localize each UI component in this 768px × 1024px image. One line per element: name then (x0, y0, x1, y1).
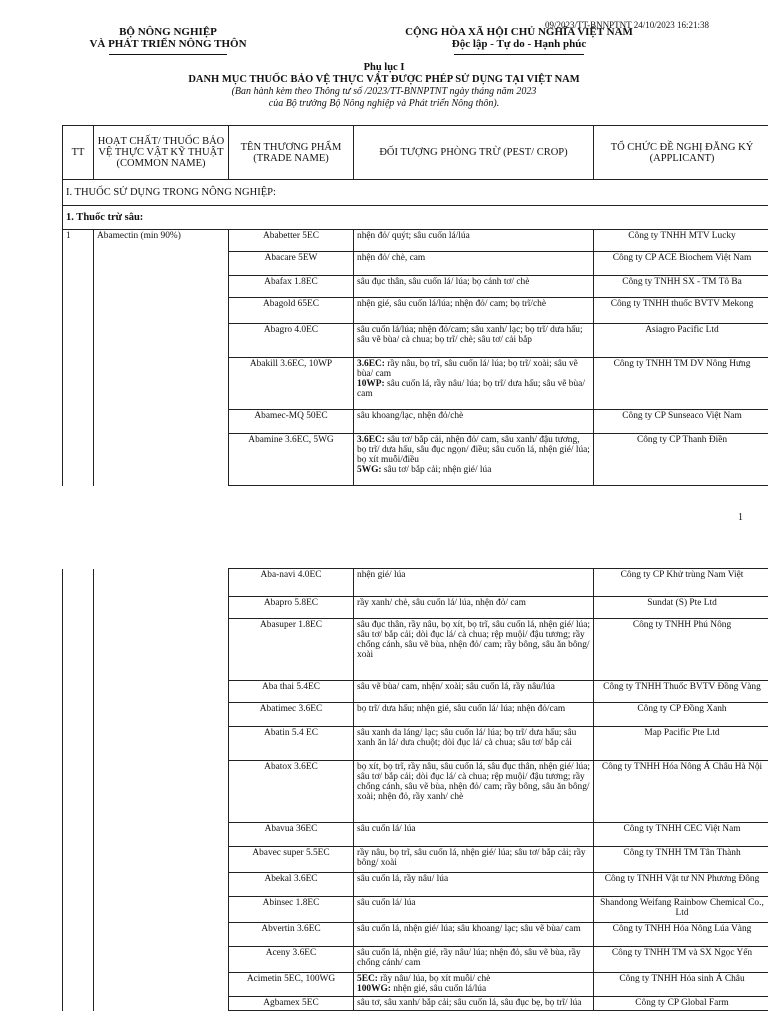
pest-form-label: 5EC: (357, 974, 378, 984)
pest-cell: nhện đỏ/ quýt; sâu cuốn lá/lúa (354, 230, 594, 252)
active-ingredient-cell (94, 569, 229, 1011)
pest-form-label: 5WG: (357, 465, 382, 475)
trade-name-cell: Abafax 1.8EC (229, 276, 354, 298)
trade-name-cell: Abacare 5EW (229, 252, 354, 276)
trade-name-cell: Aceny 3.6EC (229, 947, 354, 973)
applicant-cell: Sundat (S) Pte Ltd (594, 597, 768, 619)
trade-name-cell: Agbamex 5EC (229, 997, 354, 1011)
trade-name-cell: Abamec-MQ 50EC (229, 410, 354, 434)
applicant-cell: Công ty TNHH TM DV Nông Hưng (594, 358, 768, 410)
pest-cell: nhện đỏ/ chè, cam (354, 252, 594, 276)
subtitle-line-1: (Ban hành kèm theo Thông tư số /2023/TT-BNNPTNT ngày tháng năm 2023 (231, 86, 537, 97)
applicant-cell: Công ty TNHH Phú Nông (594, 619, 768, 681)
pest-cell: sâu đục thân, rầy nâu, bọ xít, bọ trĩ, sâu cuốn lá, nhện gié/ lúa; sâu tơ/ bắp cải; dòi đục lá/ cà chua; rệp muội/ đậu tương; rầy chổng cánh, sâu vẽ bùa, nhện đỏ/ cam; rầy bông, sâu ăn bông/ xoài (354, 619, 594, 681)
applicant-cell: Công ty TNHH Vật tư NN Phương Đông (594, 873, 768, 897)
ministry-line-1: BỘ NÔNG NGHIỆP (119, 26, 217, 38)
pesticide-table-page-1 (62, 125, 768, 486)
pesticide-table-page-2 (62, 568, 768, 1011)
page-number: 1 (738, 512, 743, 523)
table-header-row (63, 126, 768, 180)
trade-name-cell: Abatimec 3.6EC (229, 703, 354, 727)
trade-name-cell: Abinsec 1.8EC (229, 897, 354, 923)
applicant-cell: Shandong Weifang Rainbow Chemical Co., Ltd (594, 897, 768, 923)
appendix-label: Phụ lục I (363, 62, 405, 73)
applicant-cell: Công ty TNHH Hóa sinh Á Châu (594, 973, 768, 997)
national-header (388, 26, 650, 55)
trade-name-cell: Abapro 5.8EC (229, 597, 354, 619)
national-line-1: CỘNG HÒA XÃ HỘI CHỦ NGHĨA VIỆT NAM (405, 26, 633, 38)
header-active-ingredient: HOẠT CHẤT/ THUỐC BẢO VỆ THỰC VẬT KỸ THUẬT (COMMON NAME) (94, 126, 229, 180)
applicant-cell: Công ty CP Khử trùng Nam Việt (594, 569, 768, 597)
pest-text: rầy nâu, bọ trĩ, sâu cuốn lá/ lúa; bọ trĩ/ xoài; sâu vẽ bùa/ cam (357, 359, 578, 379)
main-title: DANH MỤC THUỐC BẢO VỆ THỰC VẬT ĐƯỢC PHÉP SỬ DỤNG TẠI VIỆT NAM (188, 74, 580, 85)
trade-name-cell: Acimetin 5EC, 100WG (229, 973, 354, 997)
applicant-cell: Asiagro Pacific Ltd (594, 324, 768, 358)
applicant-cell: Công ty TNHH SX - TM Tô Ba (594, 276, 768, 298)
section-title: I. THUỐC SỬ DỤNG TRONG NÔNG NGHIỆP: (63, 180, 768, 206)
pest-cell: sâu khoang/lạc, nhện đỏ/chè (354, 410, 594, 434)
pest-cell (354, 434, 594, 486)
trade-name-cell: Aba-navi 4.0EC (229, 569, 354, 597)
applicant-cell: Công ty CP Global Farm (594, 997, 768, 1011)
document-stamp: 09/2023/TT-BNNPTNT 24/10/2023 16:21:38 (545, 20, 710, 30)
trade-name-cell: Abatox 3.6EC (229, 761, 354, 823)
pest-cell: bọ trĩ/ dưa hấu; nhện gié, sâu cuốn lá/ lúa; nhện đỏ/cam (354, 703, 594, 727)
applicant-cell: Công ty TNHH TM Tân Thành (594, 847, 768, 873)
pest-cell: rầy xanh/ chè, sâu cuốn lá/ lúa, nhện đỏ/ cam (354, 597, 594, 619)
pest-form-label: 100WG: (357, 984, 391, 994)
trade-name-cell: Abvertin 3.6EC (229, 923, 354, 947)
header-pest-crop: ĐỐI TƯỢNG PHÒNG TRỪ (PEST/ CROP) (354, 126, 594, 180)
ministry-underline (109, 54, 227, 55)
subsection-title: 1. Thuốc trừ sâu: (63, 206, 768, 230)
ministry-header (78, 26, 258, 55)
trade-name-cell: Abavec super 5.5EC (229, 847, 354, 873)
trade-name-cell: Ababetter 5EC (229, 230, 354, 252)
trade-name-cell: Abekal 3.6EC (229, 873, 354, 897)
trade-name-cell: Aba thai 5.4EC (229, 681, 354, 703)
pest-cell: sâu cuốn lá/ lúa (354, 823, 594, 847)
applicant-cell: Công ty TNHH TM và SX Ngọc Yến (594, 947, 768, 973)
pest-cell (354, 973, 594, 997)
applicant-cell: Công ty TNHH thuốc BVTV Mekong (594, 298, 768, 324)
pest-cell: sâu xanh da láng/ lạc; sâu cuốn lá/ lúa; bọ trĩ/ dưa hấu; sâu xanh ăn lá/ dưa chuột; dòi đục lá/ cà chua; sâu tơ/ bắp cải (354, 727, 594, 761)
national-underline (454, 54, 584, 55)
table-row (63, 569, 768, 597)
pest-text: sâu cuốn lá, rầy nâu/ lúa; bọ trĩ/ dưa hấu; sâu vẽ bùa/ cam (357, 379, 585, 399)
header-trade-name: TÊN THƯƠNG PHẨM (TRADE NAME) (229, 126, 354, 180)
pest-form-label: 10WP: (357, 379, 385, 389)
pest-text: nhện gié, sâu cuốn lá/lúa (390, 984, 487, 994)
pest-text: sâu tơ/ bắp cải; nhện gié/ lúa (381, 465, 492, 475)
pest-cell: sâu cuốn lá, nhện gié, rầy nâu/ lúa; nhện đỏ, sâu vẽ bùa, rầy chổng cánh/ cam (354, 947, 594, 973)
pest-cell: bọ xít, bọ trĩ, rầy nâu, sâu cuốn lá, sâu đục thân, nhện gié/ lúa; sâu tơ/ bắp cải; dòi đục lá/ cà chua; rệp muội/ đậu tương; rầy chổng cánh, sâu vẽ bùa, nhện đỏ/ cam; rầy bông, sâu ăn bông/ xoài; nhện đỏ, rầy xanh/ chè (354, 761, 594, 823)
pest-cell: sâu cuốn lá/ lúa (354, 897, 594, 923)
pest-cell: sâu tơ, sâu xanh/ bắp cải; sâu cuốn lá, sâu đục bẹ, bọ trĩ/ lúa (354, 997, 594, 1011)
header-tt: TT (63, 126, 94, 180)
trade-name-cell: Abasuper 1.8EC (229, 619, 354, 681)
pest-cell: rầy nâu, bọ trĩ, sâu cuốn lá, nhện gié/ lúa; sâu tơ/ bắp cải; rầy bông/ xoài (354, 847, 594, 873)
trade-name-cell: Abakill 3.6EC, 10WP (229, 358, 354, 410)
pest-cell: sâu cuốn lá, nhện gié/ lúa; sâu khoang/ lạc; sâu vẽ bùa/ cam (354, 923, 594, 947)
applicant-cell: Công ty CP ACE Biochem Việt Nam (594, 252, 768, 276)
pest-cell: sâu vẽ bùa/ cam, nhện/ xoài; sâu cuốn lá, rầy nâu/lúa (354, 681, 594, 703)
pest-cell: nhện gié, sâu cuốn lá/lúa; nhện đỏ/ cam; bọ trĩ/chè (354, 298, 594, 324)
applicant-cell: Công ty TNHH Hóa Nông Á Châu Hà Nội (594, 761, 768, 823)
applicant-cell: Công ty CP Thanh Điền (594, 434, 768, 486)
applicant-cell: Công ty TNHH CEC Việt Nam (594, 823, 768, 847)
national-line-2: Độc lập - Tự do - Hạnh phúc (451, 38, 587, 50)
active-ingredient-cell: Abamectin (min 90%) (94, 230, 229, 486)
pest-text: sâu tơ/ bắp cải, nhện đỏ/ cam, sâu xanh/ đậu tương, bọ trĩ/ dưa hấu, sâu đục ngọn/ điều; sâu cuốn lá, nhện gié/ lúa; bọ xít muỗi/điều (357, 435, 590, 465)
pest-cell: nhện gié/ lúa (354, 569, 594, 597)
trade-name-cell: Abagro 4.0EC (229, 324, 354, 358)
applicant-cell: Công ty TNHH Thuốc BVTV Đồng Vàng (594, 681, 768, 703)
subsection-row (63, 206, 768, 230)
pest-cell (354, 358, 594, 410)
pest-text: rầy nâu/ lúa, bọ xít muỗi/ chè (377, 974, 491, 984)
pest-cell: sâu cuốn lá/lúa; nhện đỏ/cam; sâu xanh/ lạc; bọ trĩ/ dưa hấu; sâu vẽ bùa/ cà chua; bọ trĩ/ chè; sâu tơ/ cải bắp (354, 324, 594, 358)
document-titles (0, 62, 768, 110)
trade-name-cell: Abamine 3.6EC, 5WG (229, 434, 354, 486)
trade-name-cell: Abatin 5.4 EC (229, 727, 354, 761)
pest-cell: sâu đục thân, sâu cuốn lá/ lúa; bọ cánh tơ/ chè (354, 276, 594, 298)
table-row (63, 230, 768, 252)
pest-form-label: 3.6EC: (357, 435, 385, 445)
tt-cell (63, 569, 94, 1011)
trade-name-cell: Abagold 65EC (229, 298, 354, 324)
pest-cell: sâu cuốn lá, rầy nâu/ lúa (354, 873, 594, 897)
pest-form-label: 3.6EC: (357, 359, 385, 369)
applicant-cell: Công ty TNHH Hóa Nông Lúa Vàng (594, 923, 768, 947)
header-applicant: TỔ CHỨC ĐỀ NGHỊ ĐĂNG KÝ (APPLICANT) (594, 126, 768, 180)
applicant-cell: Map Pacific Pte Ltd (594, 727, 768, 761)
applicant-cell: Công ty CP Đồng Xanh (594, 703, 768, 727)
ministry-line-2: VÀ PHÁT TRIỂN NÔNG THÔN (89, 38, 247, 50)
applicant-cell: Công ty TNHH MTV Lucky (594, 230, 768, 252)
tt-cell: 1 (63, 230, 94, 486)
applicant-cell: Công ty CP Sunseaco Việt Nam (594, 410, 768, 434)
section-row (63, 180, 768, 206)
trade-name-cell: Abavua 36EC (229, 823, 354, 847)
subtitle-line-2: của Bộ trưởng Bộ Nông nghiệp và Phát triển Nông thôn). (268, 98, 500, 109)
